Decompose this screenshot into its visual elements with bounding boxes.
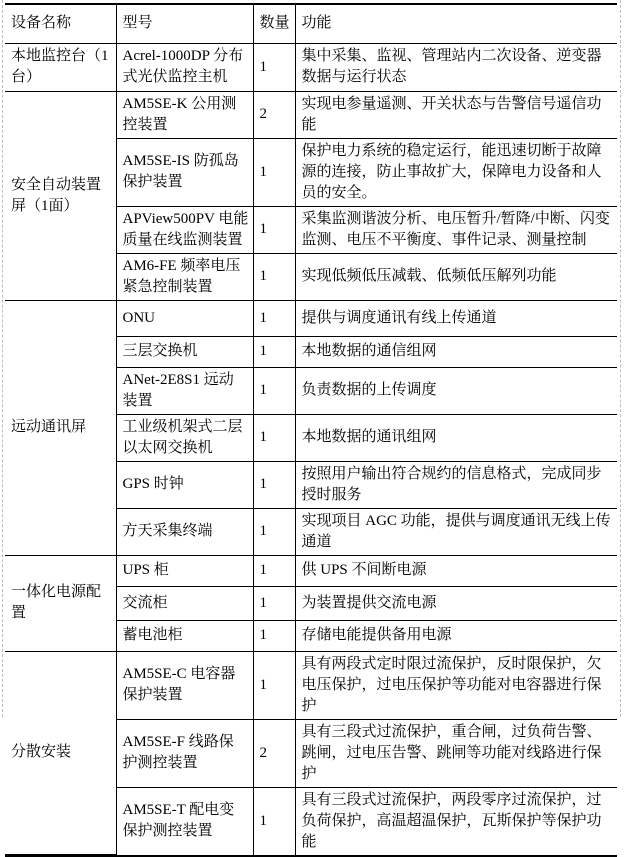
function-cell: 供 UPS 不间断电源 (295, 555, 617, 586)
equipment-table-wrapper (5, 3, 617, 857)
model-cell: 工业级机架式二层以太网交换机 (116, 414, 253, 461)
function-cell: 采集监测谐波分析、电压暂升/暂降/中断、闪变监测、电压不平衡度、事件记录、测量控制 (295, 206, 617, 253)
function-cell: 实现低频低压减载、低频低压解列功能 (295, 253, 617, 300)
function-cell: 保护电力系统的稳定运行，能迅速切断于故障源的连接，防止事故扩大，保障电力设备和人员的安全。 (295, 138, 617, 206)
function-cell: 存储电能提供备用电源 (295, 620, 617, 651)
table-row (5, 91, 617, 138)
qty-cell: 1 (253, 206, 295, 253)
qty-cell: 1 (253, 414, 295, 461)
qty-cell: 1 (253, 620, 295, 651)
model-cell: 方天采集终端 (116, 508, 253, 555)
table-row (5, 43, 617, 91)
model-cell: AM5SE-T 配电变保护测控装置 (116, 787, 253, 855)
model-cell: 三层交换机 (116, 336, 253, 367)
table-row (5, 555, 617, 586)
model-cell: ONU (116, 300, 253, 336)
header-quantity: 数量 (253, 5, 295, 43)
header-model: 型号 (116, 5, 253, 43)
device-group-cell: 本地监控台（1台） (5, 43, 116, 91)
model-cell: AM5SE-C 电容器保护装置 (116, 651, 253, 719)
qty-cell: 1 (253, 138, 295, 206)
function-cell: 负责数据的上传调度 (295, 367, 617, 414)
device-group-cell: 一体化电源配置 (5, 555, 116, 651)
model-cell: 蓄电池柜 (116, 620, 253, 651)
qty-cell: 1 (253, 367, 295, 414)
qty-cell: 1 (253, 508, 295, 555)
header-function: 功能 (295, 5, 617, 43)
function-cell: 具有两段式定时限过流保护，反时限保护，欠电压保护，过电压保护等功能对电容器进行保护 (295, 651, 617, 719)
text-boundary-left (2, 0, 3, 717)
model-cell: APView500PV 电能质量在线监测装置 (116, 206, 253, 253)
qty-cell: 1 (253, 651, 295, 719)
model-cell: UPS 柜 (116, 555, 253, 586)
qty-cell: 1 (253, 555, 295, 586)
function-cell: 实现项目 AGC 功能，提供与调度通讯无线上传通道 (295, 508, 617, 555)
header-device-name: 设备名称 (5, 5, 116, 43)
device-group-cell: 远动通讯屏 (5, 300, 116, 555)
qty-cell: 1 (253, 461, 295, 508)
qty-cell: 2 (253, 91, 295, 138)
function-cell: 集中采集、监视、管理站内二次设备、逆变器数据与运行状态 (295, 43, 617, 91)
model-cell: Acrel-1000DP 分布式光伏监控主机 (116, 43, 253, 91)
model-cell: 交流柜 (116, 586, 253, 620)
qty-cell: 1 (253, 336, 295, 367)
function-cell: 具有三段式过流保护，重合闸，过负荷告警、跳闸，过电压告警、跳闸等功能对线路进行保护 (295, 719, 617, 787)
qty-cell: 1 (253, 787, 295, 855)
header-row (5, 5, 617, 43)
function-cell: 本地数据的通讯组网 (295, 414, 617, 461)
device-group-cell: 安全自动装置屏（1面） (5, 91, 116, 300)
qty-cell: 1 (253, 586, 295, 620)
equipment-table (5, 5, 617, 855)
table-row (5, 300, 617, 336)
model-cell: AM5SE-K 公用测控装置 (116, 91, 253, 138)
model-cell: AM5SE-F 线路保护测控装置 (116, 719, 253, 787)
qty-cell: 1 (253, 253, 295, 300)
model-cell: ANet-2E8S1 远动装置 (116, 367, 253, 414)
function-cell: 实现电参量遥测、开关状态与告警信号遥信功能 (295, 91, 617, 138)
qty-cell: 2 (253, 719, 295, 787)
model-cell: AM5SE-IS 防孤岛保护装置 (116, 138, 253, 206)
qty-cell: 1 (253, 300, 295, 336)
table-row (5, 651, 617, 719)
function-cell: 具有三段式过流保护，两段零序过流保护，过负荷保护，高温超温保护，瓦斯保护等保护功能 (295, 787, 617, 855)
function-cell: 提供与调度通讯有线上传通道 (295, 300, 617, 336)
function-cell: 按照用户输出符合规约的信息格式，完成同步授时服务 (295, 461, 617, 508)
device-group-cell: 分散安装 (5, 651, 116, 855)
function-cell: 为装置提供交流电源 (295, 586, 617, 620)
model-cell: GPS 时钟 (116, 461, 253, 508)
function-cell: 本地数据的通信组网 (295, 336, 617, 367)
model-cell: AM6-FE 频率电压紧急控制装置 (116, 253, 253, 300)
text-boundary-right (620, 0, 621, 717)
qty-cell: 1 (253, 43, 295, 91)
